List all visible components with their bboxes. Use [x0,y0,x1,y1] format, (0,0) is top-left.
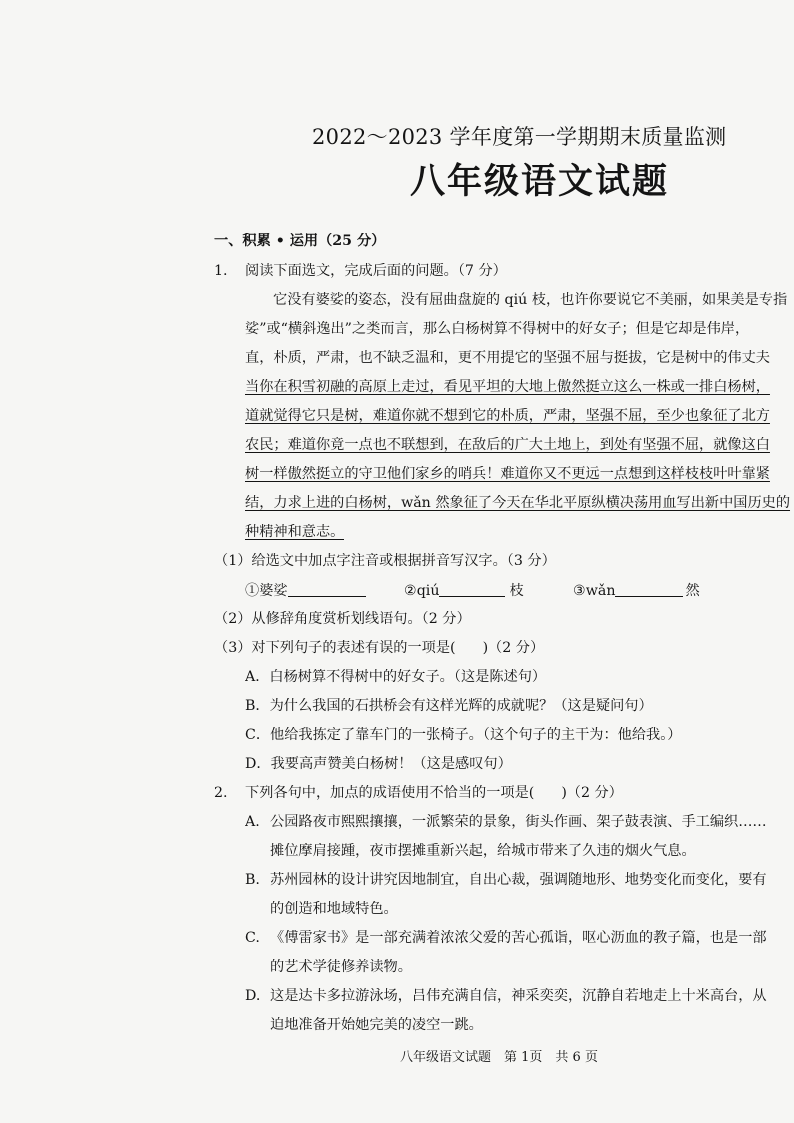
page-footer: 八年级语文试题 第 1页 共 6 页 [400,1050,598,1065]
exam-subject-title: 八年级语文试题 [410,161,670,202]
underlined-line: 农民；难道你竟一点也不联想到，在敌后的广大土地上，到处有坚强不屈，就像这白 [245,437,770,453]
option-letter: B. [245,872,260,888]
option-line: 公园路夜市熙熙攘攘，一派繁荣的景象，街头作画、架子鼓表演、手工编织…… [270,814,767,830]
option-a: A．白杨树算不得树中的好女子。（这是陈述句） [245,669,547,685]
option-line: 《傅雷家书》是一部充满着浓浓父爱的苦心孤诣，呕心沥血的教子篇，也是一部 [270,930,767,946]
answer-blank-c[interactable] [615,582,683,597]
option-line: 的艺术学徒修养读物。 [270,959,412,975]
underlined-line: 道就觉得它只是树，难道你就不想到它的朴质，严肃，坚强不屈，至少也象征了北方 [245,408,770,424]
sub-question-1: （1）给选文中加点字注音或根据拼音写汉字。（3 分） [214,553,556,569]
option-c: C．他给我拣定了靠车门的一张椅子。（这个句子的主干为：他给我。） [245,727,682,743]
pinyin-item-a [245,582,366,601]
passage-line: 娑”或“横斜逸出”之类而言，那么白杨树算不得树中的好女子；但是它却是伟岸， [245,321,750,337]
passage-line: 直，朴质，严肃，也不缺乏温和，更不用提它的坚强不屈与挺拔，它是树中的伟丈夫 [245,350,770,366]
option-letter: C. [245,930,260,946]
option-letter: D. [245,988,261,1004]
option-line: 摊位摩肩接踵，夜市摆摊重新兴起，给城市带来了久违的烟火气息。 [270,843,696,859]
option-letter: A. [245,814,260,830]
answer-parentheses[interactable]: ( ) [528,785,567,801]
answer-blank-b[interactable] [439,582,505,597]
answer-parentheses[interactable]: ( ) [450,640,489,656]
underlined-line: 种精神和意志。 [245,524,345,540]
underlined-line: 树一样傲然挺立的守卫他们家乡的哨兵！难道你又不更远一点想到这样枝枝叶叶靠紧 [245,466,770,482]
pinyin-item-c-suffix: 然 [685,583,700,599]
question-prompt: 阅读下面选文，完成后面的问题。（7 分） [245,263,507,279]
option-line: 迫地准备开始她完美的凌空一跳。 [270,1017,483,1033]
section-heading: 一、积累 • 运用（25 分） [214,233,386,249]
pinyin-item-a-label: ①婆娑 [245,583,288,599]
pinyin-item-b-suffix: 枝 [509,583,524,599]
question-2-text: 下列各句中，加点的成语使用不恰当的一项是 [245,785,529,801]
pinyin-item-c [573,582,700,601]
option-b: B．为什么我国的石拱桥会有这样光辉的成就呢？（这是疑问句） [245,698,653,714]
sub-question-3-text: （3）对下列句子的表述有误的一项是 [214,640,451,656]
option-line: 这是达卡多拉游泳场，吕伟充满自信，神采奕奕，沉静自若地走上十米高台，从 [270,988,767,1004]
option-line: 的创造和地域特色。 [270,901,398,917]
pinyin-item-c-label: ③wǎn [573,583,616,599]
sub-question-2: （2）从修辞角度赏析划线语句。（2 分） [214,611,471,627]
pinyin-item-b [404,582,524,601]
underlined-line: 当你在积雪初融的高原上走过，看见平坦的大地上傲然挺立这么一株或一排白杨树， [245,379,770,395]
pinyin-item-b-label: ②qiú [404,583,440,599]
sub-question-3-score: （2 分） [488,640,545,656]
sub-question-3 [214,640,544,658]
question-number: 1. [214,263,228,279]
question-prompt [245,785,623,803]
question-2-score: （2 分） [566,785,623,801]
passage-line: 它没有婆娑的姿态，没有屈曲盘旋的 qiú 枝，也许你要说它不美丽，如果美是专指 [273,292,788,308]
exam-year-title: 2022～2023 学年度第一学期期末质量监测 [312,125,727,149]
option-d: D．我要高声赞美白杨树！（这是感叹句） [245,756,512,772]
question-number: 2. [214,785,228,801]
answer-blank-a[interactable] [288,582,366,597]
underlined-line: 结，力求上进的白杨树，wǎn 然象征了今天在华北平原纵横决荡用血写出新中国历史的 [245,495,791,511]
option-line: 苏州园林的设计讲究因地制宜，自出心裁，强调随地形、地势变化而变化，要有 [270,872,767,888]
